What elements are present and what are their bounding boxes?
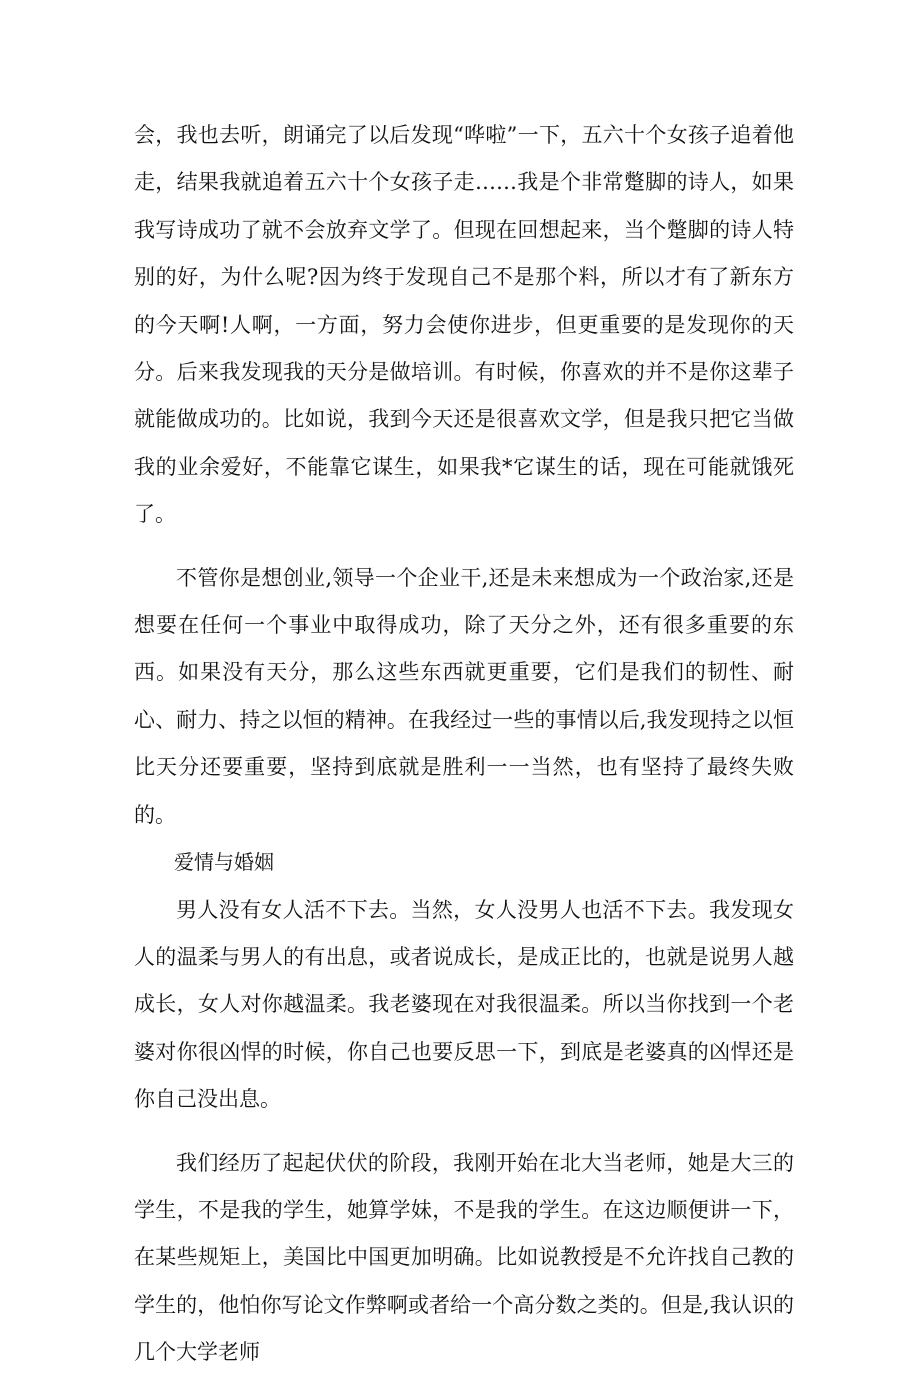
paragraph-4: 我们经历了起起伏伏的阶段，我刚开始在北大当老师，她是大三的学生，不是我的学生，她算学妹，不是我的学生。在这边顺便讲一下，在某些规矩上，美国比中国更加明确。比如说教授是不允许找自己教的学生的，他怕你写论文作弊啊或者给一个高分数之类的。但是,我认识的几个大学老师 <box>134 1150 794 1365</box>
document-body <box>134 112 794 1377</box>
section-heading: 爱情与婚姻 <box>174 850 274 875</box>
paragraph-2: 不管你是想创业,领导一个企业干,还是未来想成为一个政治家,还是想要在任何一个事业中取得成功，除了天分之外，还有很多重要的东西。如果没有天分，那么这些东西就更重要，它们是我们的韧性、耐心、耐力、持之以恒的精神。在我经过一些的事情以后,我发现持之以恒比天分还要重要，坚持到底就是胜利一一当然，也有坚持了最终失败的。 <box>134 565 794 827</box>
paragraph-3: 男人没有女人活不下去。当然，女人没男人也活不下去。我发现女人的温柔与男人的有出息，或者说成长，是成正比的，也就是说男人越成长，女人对你越温柔。我老婆现在对我很温柔。所以当你找到一个老婆对你很凶悍的时候，你自己也要反思一下，到底是老婆真的凶悍还是你自己没出息。 <box>134 897 794 1112</box>
paragraph-1: 会，我也去听，朗诵完了以后发现“哗啦”一下，五六十个女孩子追着他走，结果我就追着五六十个女孩子走……我是个非常蹩脚的诗人，如果我写诗成功了就不会放弃文学了。但现在回想起来，当个蹩脚的诗人特别的好，为什么呢?因为终于发现自己不是那个料，所以才有了新东方的今天啊!人啊，一方面，努力会使你进步，但更重要的是发现你的天分。后来我发现我的天分是做培训。有时候，你喜欢的并不是你这辈子就能做成功的。比如说，我到今天还是很喜欢文学，但是我只把它当做我的业余爱好，不能靠它谋生，如果我*它谋生的话，现在可能就饿死了。 <box>134 123 794 527</box>
